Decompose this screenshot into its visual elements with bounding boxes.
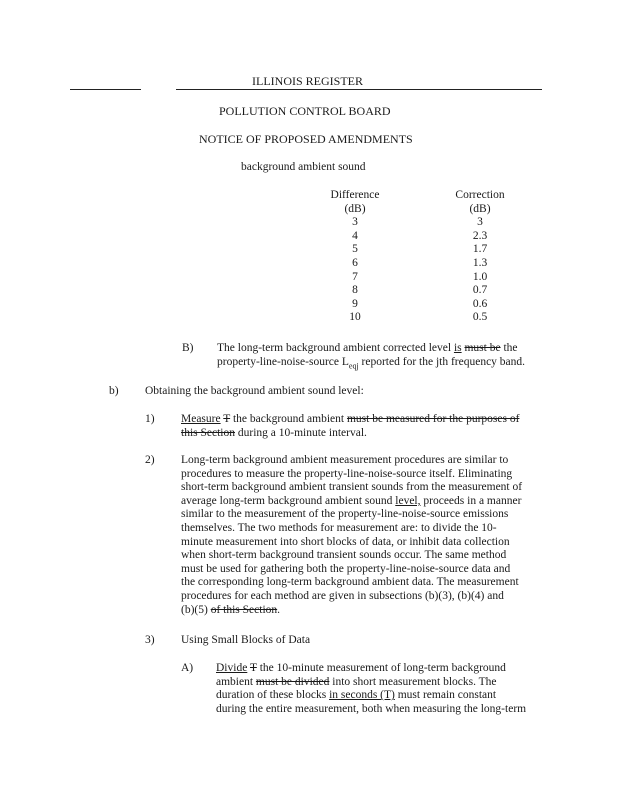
item-1-label: 1): [145, 413, 155, 425]
inserted-text: is: [453, 342, 462, 354]
item-2-line: must be used for gathering both the property-line-noise-source data and: [181, 562, 511, 575]
text-run: must remain constant: [394, 689, 497, 702]
item-2-line: short-term background ambient transient sounds from the measurement of: [181, 481, 523, 494]
item-A-line-1: [216, 662, 526, 676]
header-rule-left-1: [70, 89, 141, 90]
table-cell: 3: [352, 216, 358, 229]
item-2-line: procedures for each method are given in subsections (b)(3), (b)(4) and: [181, 589, 504, 602]
table-cell: 9: [352, 297, 358, 310]
text-run: property-line-noise-source L: [217, 355, 349, 368]
text-run: the background ambient: [230, 413, 347, 425]
table-cell: 4: [352, 229, 358, 242]
item-2-line: procedures to measure the property-line-noise-source itself. Eliminating: [181, 467, 513, 480]
text-run: into short measurement blocks. The: [329, 675, 497, 688]
item-B-label: B): [182, 342, 194, 354]
deleted-text: of this Section: [210, 603, 278, 616]
item-B-text: [217, 342, 525, 372]
text-run: the: [500, 342, 518, 354]
item-1-line-2: [181, 427, 519, 441]
table-caption: background ambient sound: [241, 161, 366, 173]
text-run: .: [277, 603, 281, 616]
deleted-text: must be divided: [255, 675, 330, 688]
table-cell: 8: [352, 284, 358, 297]
notice-title: NOTICE OF PROPOSED AMENDMENTS: [199, 132, 413, 146]
table-cell: 0.6: [472, 297, 488, 310]
item-B-line-1: [217, 342, 525, 356]
difference-column: [320, 189, 390, 325]
table-cell: 1.3: [472, 256, 488, 269]
item-1-line-1: [181, 413, 519, 427]
table-cell: 1.7: [472, 243, 488, 256]
table-cell: 6: [352, 256, 358, 269]
item-2-text: [181, 454, 522, 617]
text-run: ambient: [216, 675, 256, 688]
text-run: The long-term background ambient corrected level: [217, 342, 454, 354]
item-b-label: b): [109, 385, 119, 397]
agency-title: POLLUTION CONTROL BOARD: [219, 104, 391, 118]
text-run: average long-term background ambient sound: [181, 494, 396, 507]
deleted-text: T: [249, 662, 257, 674]
deleted-text: T: [223, 413, 231, 425]
item-2-line: [181, 495, 522, 509]
item-2-line: similar to the measurement of the property-line-noise-source emissions: [181, 508, 509, 521]
item-A-text: [216, 662, 526, 716]
text-run: during a 10-minute interval.: [235, 426, 367, 439]
register-title: ILLINOIS REGISTER: [252, 74, 363, 88]
item-2-line: themselves. The two methods for measurement are: to divide the 10-: [181, 521, 497, 534]
inserted-text: in seconds (T): [329, 689, 395, 702]
table-cell: 3: [477, 216, 483, 229]
text-run: (b)(5): [181, 603, 208, 616]
item-2-line: Long-term background ambient measurement procedures are similar to: [181, 454, 509, 466]
text-run: the 10-minute measurement of long-term background: [256, 662, 506, 674]
table-cell: 5: [352, 243, 358, 256]
text-run: proceeds in a manner: [420, 494, 522, 507]
table-cell: 10: [349, 311, 361, 324]
inserted-text: Measure: [181, 413, 221, 425]
item-A-label: A): [181, 662, 194, 674]
text-run: duration of these blocks: [216, 689, 330, 702]
item-2-line: the corresponding long-term background ambient data. The measurement: [181, 576, 519, 589]
subscript: eqj: [348, 360, 359, 370]
difference-header: Difference: [330, 189, 380, 201]
item-3-label: 3): [145, 634, 155, 646]
deleted-text: must be: [464, 342, 501, 354]
item-3-text: Using Small Blocks of Data: [181, 634, 311, 646]
item-2-line: minute measurement into short blocks of data, or inhibit data collection: [181, 535, 510, 548]
item-2-line: [181, 604, 522, 618]
table-cell: 0.5: [472, 311, 488, 324]
table-cell: 2.3: [472, 229, 488, 242]
deleted-text: this Section: [181, 426, 235, 439]
item-2-label: 2): [145, 454, 155, 466]
item-A-line-4: during the entire measurement, both when measuring the long-term: [216, 702, 527, 715]
correction-column: [445, 189, 515, 325]
item-b-text: Obtaining the background ambient sound level:: [145, 385, 364, 397]
item-1-text: [181, 413, 519, 440]
table-cell: 1.0: [472, 270, 488, 283]
inserted-text: level,: [395, 494, 421, 507]
correction-unit: (dB): [469, 202, 491, 215]
difference-unit: (dB): [344, 202, 366, 215]
table-cell: 7: [352, 270, 358, 283]
item-B-line-2: [217, 356, 525, 373]
item-A-line-3: [216, 689, 526, 703]
header-rule-left-2: [176, 89, 200, 90]
correction-header: Correction: [455, 189, 505, 201]
text-run: reported for the jth frequency band.: [358, 355, 526, 368]
inserted-text: Divide: [216, 662, 248, 674]
item-A-line-2: [216, 676, 526, 690]
item-2-line: when short-term background transient sounds occur. The same method: [181, 549, 507, 562]
table-cell: 0.7: [472, 284, 488, 297]
deleted-text: must be measured for the purposes of: [346, 413, 520, 425]
header-rule-right: [200, 89, 542, 90]
